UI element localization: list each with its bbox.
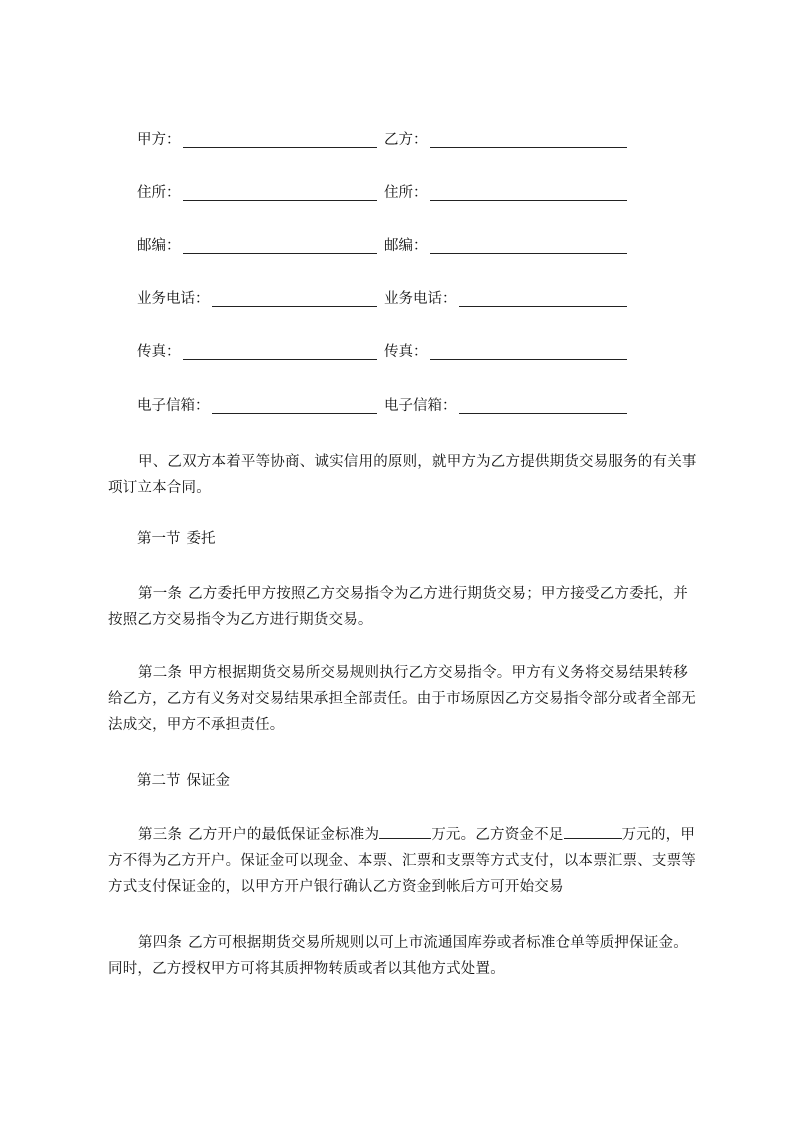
- field-label: 业务电话：: [137, 291, 210, 307]
- intro-paragraph: [108, 449, 700, 501]
- article-2: [108, 660, 700, 738]
- field-label: 住所：: [137, 185, 181, 201]
- party-b-address-field[interactable]: [384, 181, 627, 205]
- party-row-phone: [137, 287, 627, 311]
- article-unit1: 万元。乙方资金不足: [431, 827, 564, 843]
- fill-line: [430, 359, 628, 360]
- party-row-email: [137, 394, 627, 418]
- article-number: 第一条: [138, 586, 183, 602]
- party-a-email-field[interactable]: [137, 394, 377, 418]
- party-a-postcode-field[interactable]: [137, 234, 377, 258]
- party-row-fax: [137, 340, 627, 364]
- article-3: [108, 822, 700, 900]
- fill-line: [183, 147, 378, 148]
- minimum-margin-blank[interactable]: [379, 824, 431, 839]
- section-heading-1: [137, 527, 216, 551]
- article-4: [108, 930, 700, 982]
- field-label: 住所：: [384, 185, 428, 201]
- fill-line: [430, 147, 628, 148]
- fill-line: [459, 413, 628, 414]
- party-a-fax-field[interactable]: [137, 340, 377, 364]
- fill-line: [212, 306, 378, 307]
- article-number: 第三条: [138, 827, 183, 843]
- field-label: 业务电话：: [384, 291, 457, 307]
- field-label: 传真：: [384, 344, 428, 360]
- section-heading-2: [137, 769, 230, 793]
- party-a-address-field[interactable]: [137, 181, 377, 205]
- article-unit2: 万元: [621, 827, 651, 843]
- article-text: 乙方委托甲方按照乙方交易指令为乙方进行期货交易；甲方接受乙方委托，并按照乙方交易指令为乙方进行期货交易。: [108, 586, 688, 628]
- section-number: 第一节: [137, 531, 181, 547]
- article-number: 第二条: [138, 665, 183, 681]
- section-number: 第二节: [137, 773, 181, 789]
- party-b-name-field[interactable]: [384, 128, 627, 152]
- party-row-address: [137, 181, 627, 205]
- intro-text: 甲、乙双方本着平等协商、诚实信用的原则，就甲方为乙方提供期货交易服务的有关事项订立本合同。: [108, 454, 697, 496]
- section-title: 委托: [186, 531, 216, 547]
- fill-line: [183, 253, 378, 254]
- party-b-email-field[interactable]: [384, 394, 627, 418]
- party-a-phone-field[interactable]: [137, 287, 377, 311]
- fill-line: [430, 200, 628, 201]
- article-number: 第四条: [138, 935, 183, 951]
- article-text-part1: 乙方开户的最低保证金标准为: [188, 827, 380, 843]
- party-b-phone-field[interactable]: [384, 287, 627, 311]
- field-label: 电子信箱：: [384, 398, 457, 414]
- insufficient-funds-blank[interactable]: [564, 824, 622, 839]
- field-label: 传真：: [137, 344, 181, 360]
- fill-line: [183, 200, 378, 201]
- fill-line: [459, 306, 628, 307]
- article-text-part2: 的，甲方不得为乙方开户。保证金可以现金、本票、汇票和支票等方式支付，以本票汇票、支票等方式支付保证金的，以甲方开户银行确认乙方资金到帐后方可开始交易: [108, 827, 696, 895]
- field-label: 邮编：: [137, 238, 181, 254]
- article-text: 乙方可根据期货交易所规则以可上市流通国库券或者标准仓单等质押保证金。同时，乙方授权甲方可将其质押物转质或者以其他方式处置。: [108, 935, 688, 977]
- party-row-name: [137, 128, 627, 152]
- section-title: 保证金: [186, 773, 230, 789]
- party-a-name-field[interactable]: [137, 128, 377, 152]
- field-label: 邮编：: [384, 238, 428, 254]
- article-text: 甲方根据期货交易所交易规则执行乙方交易指令。甲方有义务将交易结果转移给乙方，乙方有义务对交易结果承担全部责任。由于市场原因乙方交易指令部分或者全部无法成交，甲方不承担责任。: [108, 665, 696, 733]
- party-row-postcode: [137, 234, 627, 258]
- field-label: 电子信箱：: [137, 398, 210, 414]
- fill-line: [183, 359, 378, 360]
- article-1: [108, 581, 700, 633]
- party-b-fax-field[interactable]: [384, 340, 627, 364]
- fill-line: [430, 253, 628, 254]
- fill-line: [212, 413, 378, 414]
- field-label: 甲方：: [137, 132, 181, 148]
- party-b-postcode-field[interactable]: [384, 234, 627, 258]
- field-label: 乙方：: [384, 132, 428, 148]
